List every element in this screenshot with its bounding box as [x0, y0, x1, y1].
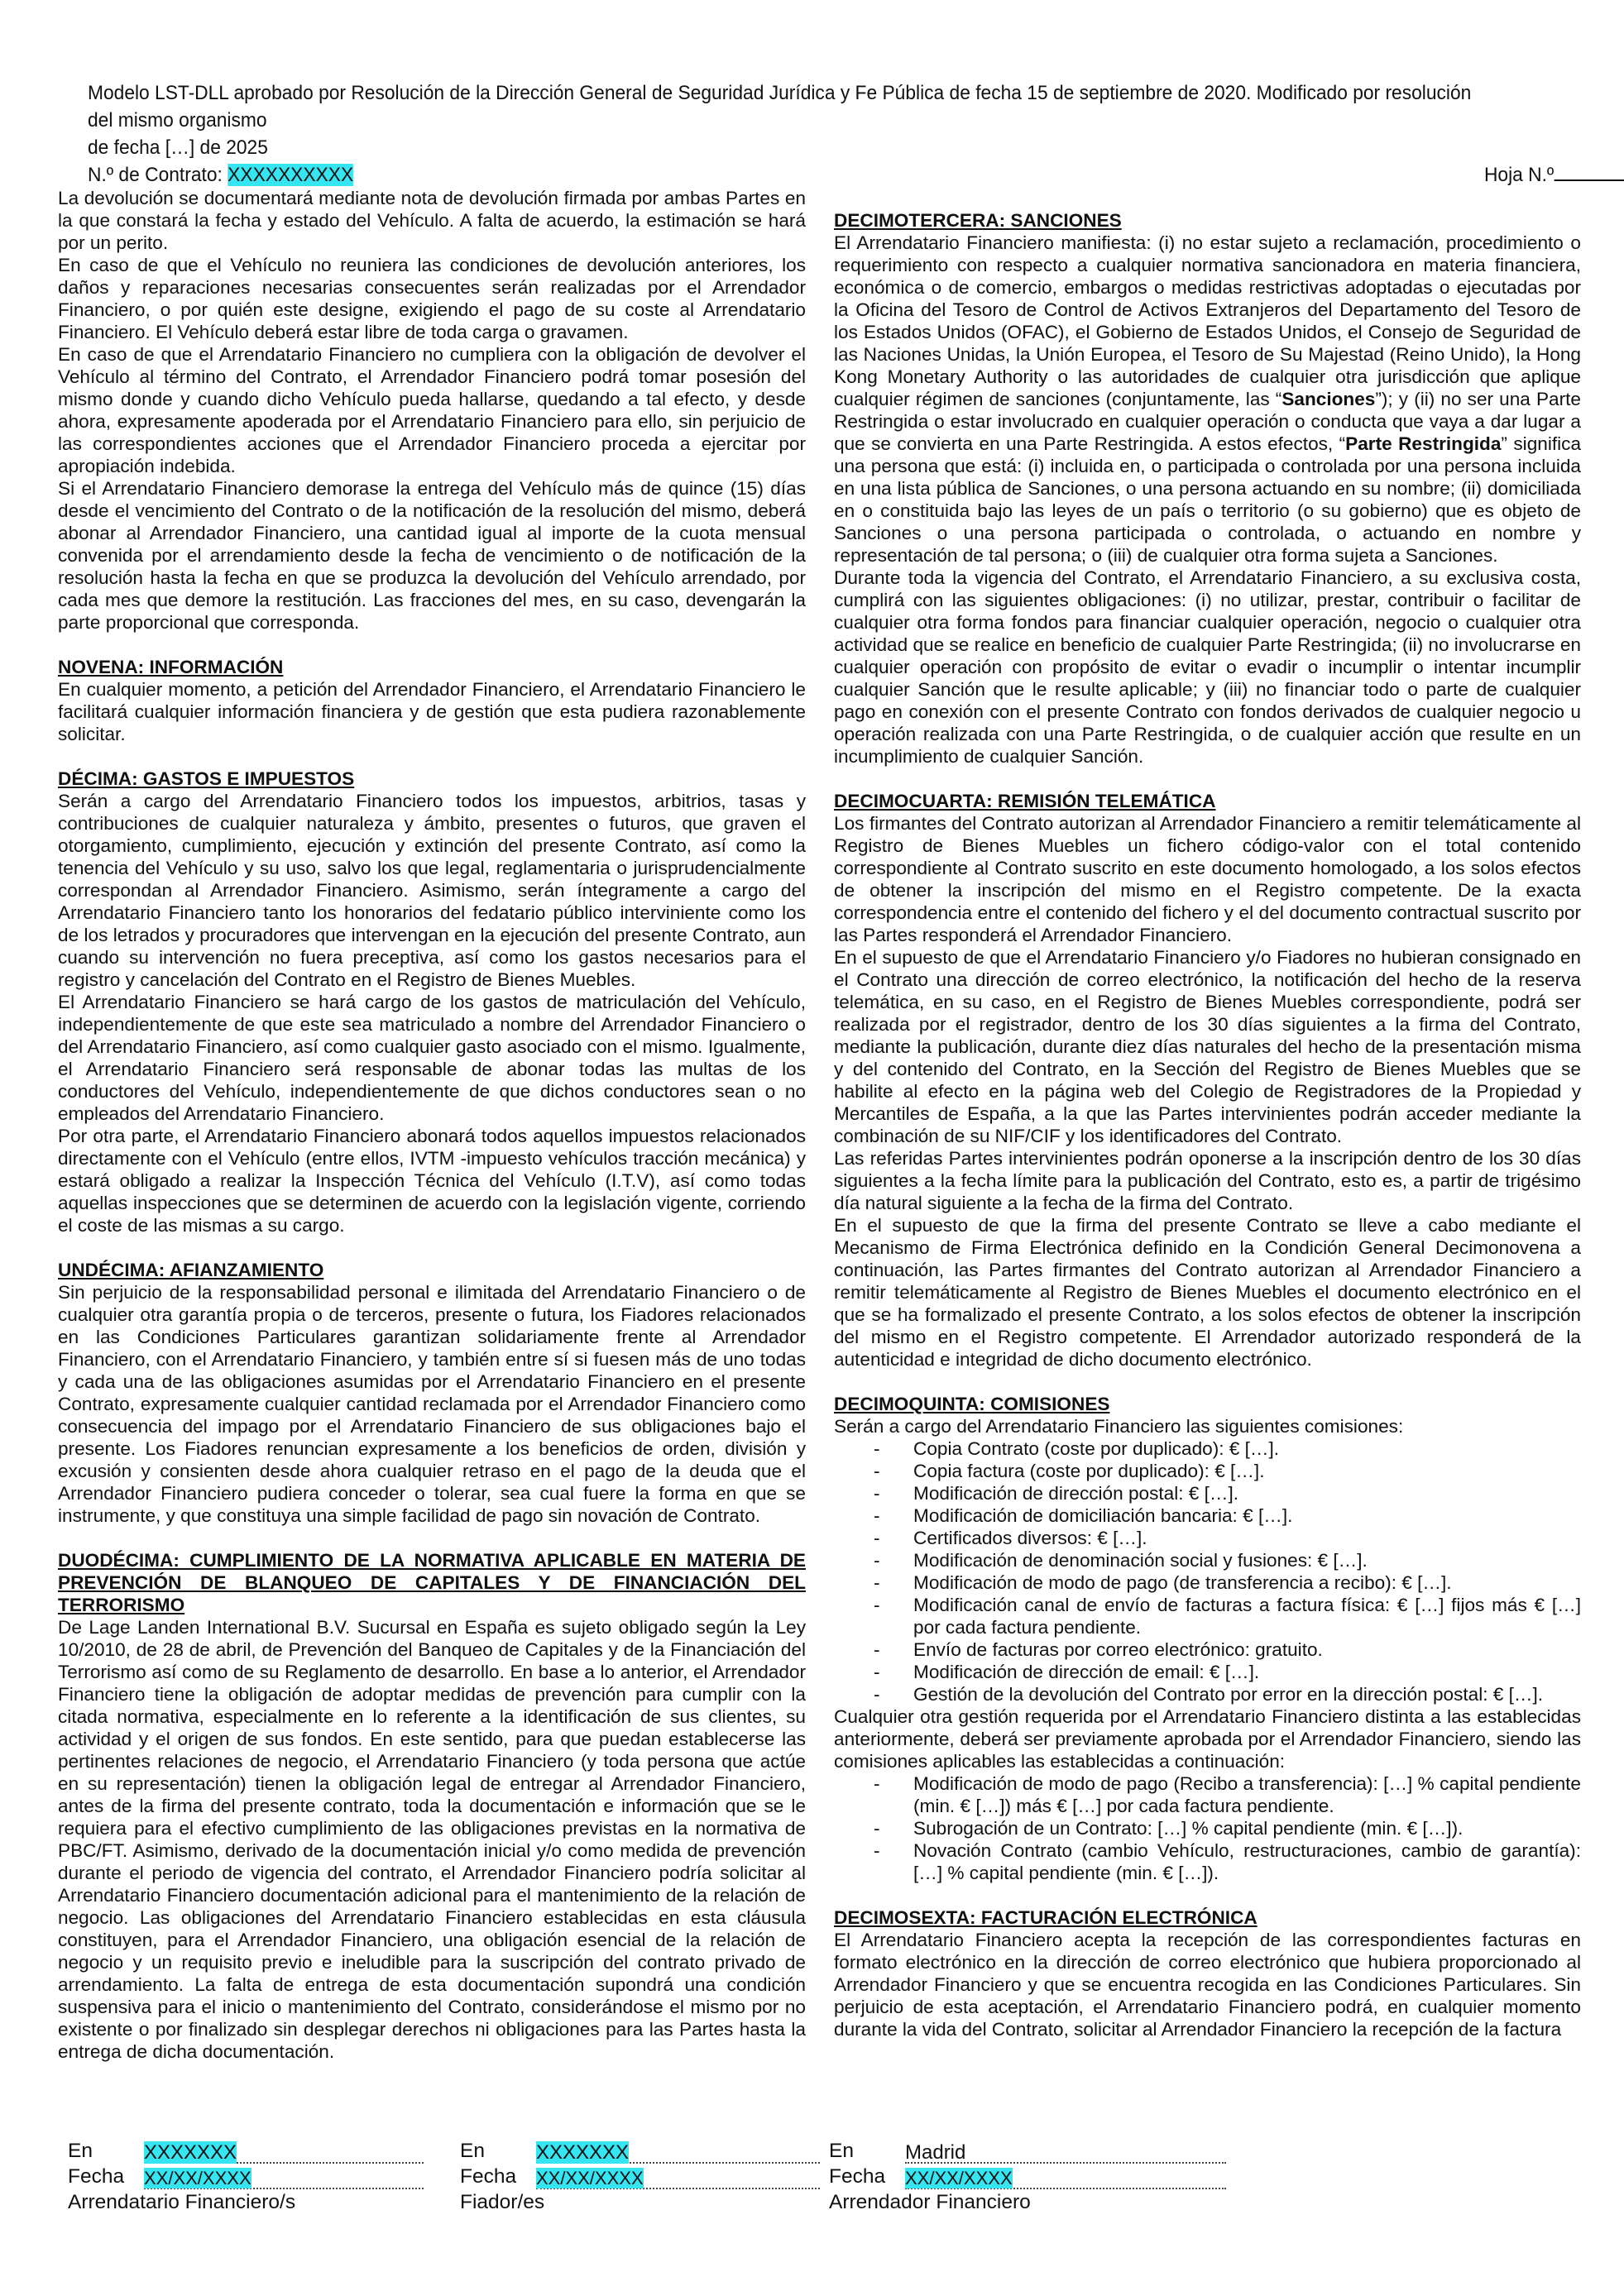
commission-list: [834, 1437, 1581, 1705]
signature-block-arrendatario: [68, 2138, 424, 2215]
list-item: - Copia Contrato (coste por duplicado): € […].: [834, 1437, 1581, 1460]
date-field[interactable]: [905, 2165, 1226, 2189]
date-value: XX/XX/XXXX: [905, 2168, 1013, 2188]
signature-block-fiador: [460, 2138, 820, 2215]
paragraph: En cualquier momento, a petición del Arrendador Financiero, el Arrendatario Financiero le facilitará cualquier información financiera y de gestión que esta pudiera razonablemente solicitar.: [58, 679, 806, 744]
list-item: - Modificación de dirección de email: € […].: [834, 1661, 1581, 1683]
paragraph: El Arrendatario Financiero acepta la recepción de las correspondientes facturas en formato electrónico en la dirección de correo electrónico que hubiera proporcionado al Arrendador Financiero y que se encuentra recogida en las Condiciones Particulares. Sin perjuicio de esta aceptación, el Arrendatario Financiero podrá, en cualquier momento durante la vida del Contrato, solicitar al Arrendador Financiero la recepción de la factura: [834, 1930, 1581, 2040]
place-label: En: [460, 2140, 485, 2162]
section-decimosexta: [834, 1906, 1581, 2040]
section-title: DECIMOCUARTA: REMISIÓN TELEMÁTICA: [834, 791, 1216, 811]
date-value: XX/XX/XXXX: [536, 2168, 644, 2188]
section-duodecima: [58, 1549, 806, 2063]
section-title: DUODÉCIMA: CUMPLIMIENTO DE LA NORMATIVA APLICABLE EN MATERIA DE PREVENCIÓN DE BLANQUEO DE CAPITALES Y DE FINANCIACIÓN DEL TERRORISMO: [58, 1550, 806, 1615]
list-item: - Modificación de denominación social y fusiones: € […].: [834, 1549, 1581, 1571]
section-title: NOVENA: INFORMACIÓN: [58, 657, 284, 677]
text: El Arrendatario Financiero manifiesta: (i) no estar sujeto a reclamación, procedimiento o requerimiento con respecto a cualquier normativa sancionadora en materia financiera, económica o de comercio, embargos o medidas restrictivas adoptadas o ejecutadas por la Oficina del Tesoro de Control de Activos Extranjeros del Departamento del Tesoro de los Estados Unidos (OFAC), el Gobierno de Estados Unidos, el Consejo de Seguridad de las Naciones Unidas, la Unión Europea, el Tesoro de Su Majestad (Reino Unido), la Hong Kong Monetary Authority o las autoridades de cualquier otra jurisdicción que aplique cualquier régimen de sanciones (conjuntamente, las “: [834, 232, 1581, 409]
signature-area: [0, 2138, 1624, 2221]
text: ”); y (ii) no ser una Parte Restringida o estar involucrado en cualquier operación o conducta que vaya a dar lugar a que se convierta en una Parte Restringida. A estos efectos, “: [834, 389, 1581, 454]
paragraph: [834, 232, 1581, 567]
text: ” significa una persona que está: (i) incluida en, o participada o controlada por una persona incluida en una lista pública de Sanciones, o una persona actuando en su nombre; (ii) domiciliada en o constituida bajo las leyes de un país o territorio (o su gobierno) que es objeto de Sanciones o una persona participada o controlada, o actuando en nombre y representación de tal persona; o (iii) de cualquier otra forma sujeta a Sanciones.: [834, 433, 1582, 566]
paragraph: El Arrendatario Financiero se hará cargo de los gastos de matriculación del Vehículo, independientemente de que este sea matriculado a nombre del Arrendador Financiero o del Arrendatario Financiero, así como cualquier gasto asociado con el mismo. Igualmente, el Arrendatario Financiero será responsable de abonar todas las multas de los conductores del Vehículo, independientemente de que dichos conductores sean o no empleados del Arrendatario Financiero.: [58, 992, 806, 1124]
paragraph: Por otra parte, el Arrendatario Financiero abonará todos aquellos impuestos relacionados directamente con el Vehículo (entre ellos, IVTM -impuesto vehículos tracción mecánica) y estará obligado a realizar la Inspección Técnica del Vehículo (I.T.V), así como todas aquellas inspecciones que se determinen de acuerdo con la legislación vigente, corriendo el coste de las mismas a su cargo.: [58, 1126, 806, 1236]
left-column: [58, 187, 806, 2063]
section-decimoquinta: [834, 1393, 1581, 1884]
place-label: En: [68, 2140, 93, 2162]
section-title: DECIMOTERCERA: SANCIONES: [834, 210, 1122, 231]
section-decimocuarta: [834, 790, 1581, 1370]
place-field[interactable]: [536, 2140, 820, 2164]
signer-role: Arrendador Financiero: [829, 2191, 1031, 2213]
paragraph: En el supuesto de que el Arrendatario Financiero y/o Fiadores no hubieran consignado en el Contrato una dirección de correo electrónico, la notificación del hecho de la reserva telemática, en su caso, en el Registro de Bienes Muebles correspondiente, podrá ser realizada por el registrador, dentro de los 30 días siguientes a la firma del Contrato, mediante la publicación, durante diez días naturales del hecho de la presentación misma y del contenido del Contrato, en la Sección del Registro de Bienes Muebles que se habilite al efecto en la página web del Colegio de Registradores de la Propiedad y Mercantiles de España, a la que las Partes intervinientes podrán acceder mediante la combinación de su NIF/CIF y los identificadores del Contrato.: [834, 947, 1581, 1146]
list-item: - Subrogación de un Contrato: […] % capital pendiente (min. € […]).: [834, 1817, 1581, 1839]
document-header: [88, 79, 1555, 189]
section-title: UNDÉCIMA: AFIANZAMIENTO: [58, 1260, 324, 1280]
list-item: - Copia factura (coste por duplicado): € […].: [834, 1460, 1581, 1482]
paragraph: La devolución se documentará mediante nota de devolución firmada por ambas Partes en la que constará la fecha y estado del Vehículo. A falta de acuerdo, la estimación se hará por un perito.: [58, 188, 806, 253]
header-model-line: Modelo LST-DLL aprobado por Resolución de la Dirección General de Seguridad Jurídica y Fe Pública de fecha 15 de septiembre de 2020. Modificado por resolución del mismo organismo: [88, 82, 1472, 132]
list-item: - Gestión de la devolución del Contrato por error en la dirección postal: € […].: [834, 1683, 1581, 1705]
date-value: XX/XX/XXXX: [144, 2168, 252, 2188]
defined-term-parte-restringida: Parte Restringida: [1345, 433, 1502, 454]
date-field[interactable]: [144, 2165, 424, 2189]
right-column: [834, 187, 1581, 2040]
list-item: - Envío de facturas por correo electrónico: gratuito.: [834, 1638, 1581, 1661]
header-contract-row: [88, 161, 1555, 189]
section-title: DÉCIMA: GASTOS E IMPUESTOS: [58, 768, 355, 789]
header-date-line: de fecha […] de 2025: [88, 136, 268, 159]
page-number: [1484, 161, 1624, 189]
date-label: Fecha: [829, 2165, 886, 2188]
paragraph: En el supuesto de que la firma del presente Contrato se lleve a cabo mediante el Mecanismo de Firma Electrónica definido en la Condición General Decimonovena a continuación, las Partes firmantes del Contrato autorizan al Arrendador Financiero a remitir telemáticamente al Registro de Bienes Muebles el documento electrónico en el que se ha formalizado el presente Contrato, a los solos efectos de obtener la inscripción del mismo en el Registro competente. El Arrendador autorizado responderá de la autenticidad e integridad de dicho documento electrónico.: [834, 1215, 1581, 1370]
page-number-blank: [1554, 161, 1624, 181]
list-item: - Modificación de modo de pago (de transferencia a recibo): € […].: [834, 1571, 1581, 1594]
date-label: Fecha: [68, 2165, 125, 2188]
list-item: - Modificación de domiciliación bancaria: € […].: [834, 1504, 1581, 1527]
place-field[interactable]: [144, 2140, 424, 2164]
commission-list-additional: [834, 1772, 1581, 1884]
signer-role: Arrendatario Financiero/s: [68, 2191, 296, 2213]
paragraph: De Lage Landen International B.V. Sucursal en España es sujeto obligado según la Ley 10/2010, de 28 de abril, de Prevención del Banqueo de Capitales y de la Financiación del Terrorismo así como de su Reglamento de desarrollo. En base a lo anterior, el Arrendador Financiero tiene la obligación de adoptar medidas de prevención para cumplir con la citada normativa, especialmente en lo referente a la identificación de sus clientes, su actividad y el origen de sus fondos. En este sentido, para que puedan establecerse las pertinentes relaciones de negocio, el Arrendatario Financiero (y toda persona que actúe en su representación) tienen la obligación legal de entregar al Arrendador Financiero, antes de la firma del presente contrato, toda la documentación e información que se le requiera para el efectivo cumplimiento de las obligaciones previstas en la normativa de PBC/FT. Asimismo, derivado de la documentación inicial y/o como medida de prevención durante el periodo de vigencia del contrato, el Arrendador Financiero podría solicitar al Arrendatario Financiero documentación adicional para el mantenimiento de la relación de negocio. Las obligaciones del Arrendatario Financiero establecidas en esta cláusula constituyen, para el Arrendador Financiero, una obligación esencial de la relación de negocio y un requisito previo e ineludible para la suscripción del contrato privado de arrendamiento. La falta de entrega de esta documentación supondrá una condición suspensiva para el inicio o mantenimiento del Contrato, considerándose el mismo por no existente o por finalizado sin desplegar derechos ni obligaciones para las Partes hasta la entrega de dicha documentación.: [58, 1617, 806, 2062]
paragraph: Sin perjuicio de la responsabilidad personal e ilimitada del Arrendatario Financiero o de cualquier otra garantía propia o de terceros, presente o futura, los Fiadores relacionados en las Condiciones Particulares garantizan solidariamente frente al Arrendador Financiero, con el Arrendatario Financiero, y también entre sí si fuesen más de uno todas y cada una de las obligaciones asumidas por el Arrendatario Financiero en el presente Contrato, expresamente cualquier cantidad reclamada por el Arrendador Financiero como consecuencia del impago por el Arrendatario Financiero de sus obligaciones bajo el presente. Los Fiadores renuncian expresamente a los beneficios de orden, división y excusión y consienten desde ahora cualquier retraso en el pago de la deuda que el Arrendador Financiero pudiera conceder o tolerar, sea cual fuere la forma en que se instrumente, y que constituya una simple facilidad de pago sin novación de Contrato.: [58, 1282, 806, 1526]
section-title: DECIMOQUINTA: COMISIONES: [834, 1394, 1110, 1414]
defined-term-sanciones: Sanciones: [1281, 389, 1376, 409]
section-title: DECIMOSEXTA: FACTURACIÓN ELECTRÓNICA: [834, 1907, 1258, 1928]
place-label: En: [829, 2140, 854, 2162]
paragraph: Si el Arrendatario Financiero demorase la entrega del Vehículo más de quince (15) días desde el vencimiento del Contrato o de la notificación de la resolución del mismo, deberá abonar al Arrendador Financiero, una cantidad igual al importe de la cuota mensual convenida por el arrendamiento desde la fecha de vencimiento o de notificación de la resolución hasta la fecha en que se produzca la devolución del Vehículo arrendado, por cada mes que demore la restitución. Las fracciones del mes, en su caso, devengarán la parte proporcional que corresponda.: [58, 478, 806, 633]
list-item: - Certificados diversos: € […].: [834, 1527, 1581, 1549]
paragraph: En caso de que el Arrendatario Financiero no cumpliera con la obligación de devolver el Vehículo al término del Contrato, el Arrendador Financiero podrá tomar posesión del mismo donde y cuando dicho Vehículo pueda hallarse, quedando a tal efecto, y desde ahora, expresamente apoderada por el Arrendatario Financiero para ello, sin perjuicio de las correspondientes acciones que el Arrendador Financiero proceda a ejercitar por apropiación indebida.: [58, 344, 806, 476]
section-decimotercera: [834, 209, 1581, 768]
list-item: - Modificación de modo de pago (Recibo a transferencia): […] % capital pendiente (min. € […]) más € […] por cada factura pendiente.: [834, 1772, 1581, 1817]
place-value: Madrid: [905, 2141, 966, 2164]
date-field[interactable]: [536, 2165, 820, 2189]
contract-number-label: N.º de Contrato:: [88, 164, 228, 186]
list-item: - Novación Contrato (cambio Vehículo, restructuraciones, cambio de garantía): […] % capital pendiente (min. € […]).: [834, 1839, 1581, 1884]
place-value: XXXXXXX: [536, 2141, 630, 2164]
paragraph: Durante toda la vigencia del Contrato, el Arrendatario Financiero, a su exclusiva costa, cumplirá con las siguientes obligaciones: (i) no utilizar, prestar, contribuir o facilitar de cualquier otra forma fondos para financiar cualquier operación, negocio o cualquier otra actividad que se realice en beneficio de cualquier Parte Restringida; (ii) no involucrarse en cualquier operación con propósito de evitar o evadir o incumplir o intentar incumplir cualquier Sanción que le resulte aplicable; y (iii) no financiar todo o parte de cualquier pago en conexión con el presente Contrato con fondos derivados de cualquier negocio u operación realizada con una Parte Restringida, o de cualquier acción que resulte en un incumplimiento de cualquier Sanción.: [834, 567, 1581, 767]
signer-role: Fiador/es: [460, 2191, 545, 2213]
paragraph: En caso de que el Vehículo no reuniera las condiciones de devolución anteriores, los daños y reparaciones necesarias consecuentes serán realizadas por el Arrendador Financiero, o por quién este designe, exigiendo el pago de su coste al Arrendatario Financiero. El Vehículo deberá estar libre de toda carga o gravamen.: [58, 255, 806, 342]
paragraph: Serán a cargo del Arrendatario Financiero todos los impuestos, arbitrios, tasas y contribuciones de cualquier naturaleza y ámbito, presentes o futuros, que graven el otorgamiento, cumplimiento, ejecución y extinción del presente Contrato, así como la tenencia del Vehículo y su uso, salvo los que legal, reglamentaria o jurisprudencialmente correspondan al Arrendador Financiero. Asimismo, serán íntegramente a cargo del Arrendatario Financiero tanto los honorarios del fedatario público interviniente como los de los letrados y procuradores que intervengan en la ejecución del presente Contrato, aun cuando su intervención no fuera preceptiva, así como los gastos necesarios para el registro y cancelación del Contrato en el Registro de Bienes Muebles.: [58, 791, 806, 990]
section-decima: [58, 768, 806, 1236]
paragraph: Los firmantes del Contrato autorizan al Arrendador Financiero a remitir telemáticamente al Registro de Bienes Muebles un fichero código-valor con el total contenido correspondiente al Contrato suscrito en este documento homologado, a los solos efectos de obtener la inscripción del mismo en el Registro competente. De la exacta correspondencia entre el contenido del fichero y el del documento contractual suscrito por las Partes responderá el Arrendador Financiero.: [834, 813, 1581, 945]
date-label: Fecha: [460, 2165, 517, 2188]
section-novena: [58, 656, 806, 745]
page-number-label: Hoja N.º: [1483, 164, 1555, 186]
paragraph: Serán a cargo del Arrendatario Financiero las siguientes comisiones:: [834, 1416, 1404, 1437]
contract-number-value: XXXXXXXXXX: [228, 164, 354, 186]
place-field[interactable]: [905, 2140, 1226, 2164]
section-undecima: [58, 1259, 806, 1527]
list-item: - Modificación de dirección postal: € […].: [834, 1482, 1581, 1504]
list-item: - Modificación canal de envío de facturas a factura física: € […] fijos más € […] por cada factura pendiente.: [834, 1594, 1581, 1638]
signature-block-arrendador: [829, 2138, 1226, 2215]
paragraph: Las referidas Partes intervinientes podrán oponerse a la inscripción dentro de los 30 días siguientes a la fecha límite para la publicación del Contrato, esto es, a partir de trigésimo día natural siguiente a la fecha de la firma del Contrato.: [834, 1148, 1581, 1213]
place-value: XXXXXXX: [144, 2141, 237, 2164]
paragraph: Cualquier otra gestión requerida por el Arrendatario Financiero distinta a las establecidas anteriormente, deberá ser previamente aprobada por el Arrendador Financiero, siendo las comisiones aplicables las establecidas a continuación:: [834, 1706, 1581, 1772]
